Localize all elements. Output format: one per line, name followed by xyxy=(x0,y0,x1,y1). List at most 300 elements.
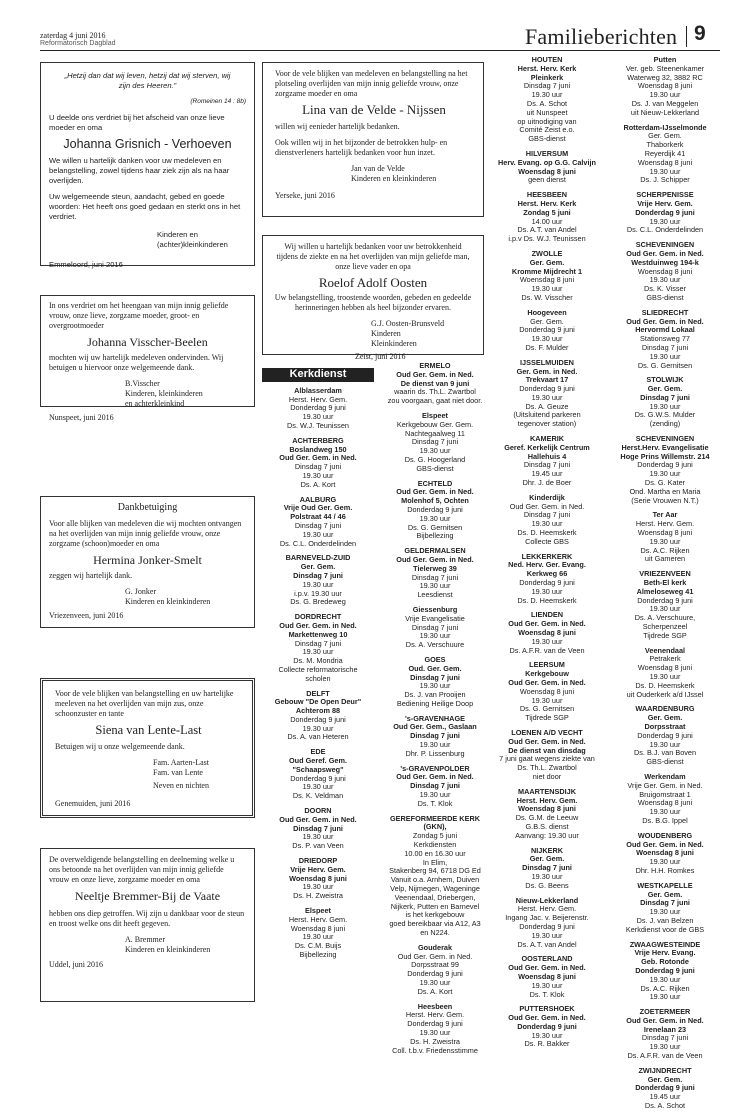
service-detail-line: Vanuit o.a. Arnhem, Duiven xyxy=(390,875,480,885)
service-heading-line: HOUTEN xyxy=(531,55,563,64)
service-heading-line: ACHTERBERG xyxy=(292,435,344,445)
place-date: Yerseke, juni 2016 xyxy=(275,191,335,200)
kerkdienst-column-2 xyxy=(379,362,491,1061)
service-detail-line: Scherpenzeel xyxy=(642,622,688,632)
service-heading-line: 's-GRAVENPOLDER xyxy=(400,763,470,773)
service-detail-line: Donderdag 9 juni xyxy=(519,921,575,931)
service-detail-line: Donderdag 9 juni xyxy=(290,773,346,783)
service-detail-line: 19.30 uur xyxy=(302,723,334,733)
service-detail-line: Petrakerk xyxy=(649,654,681,664)
service-detail-line: 19.30 uur xyxy=(649,857,681,867)
service-heading-line: GELDERMALSEN xyxy=(404,546,466,556)
service-detail-line: 19.30 uur xyxy=(419,790,451,800)
service-heading-line: WAARDENBURG xyxy=(635,704,695,714)
kerkdienst-column-1 xyxy=(262,368,374,966)
section-title: Familieberichten xyxy=(525,24,678,49)
service-detail-line: Reyerdijk 41 xyxy=(644,148,686,158)
signature-line: B.Visscher xyxy=(125,379,160,388)
service-detail-line: Dinsdag 7 juni xyxy=(294,638,342,648)
service-detail-line: Veenendaal, Driebergen, xyxy=(394,892,476,902)
service-detail-line: zou voorgaan, gaat niet door. xyxy=(387,396,483,406)
bible-reference: (Romeinen 14 : 8b) xyxy=(190,98,246,105)
place-date: Emmeloord, juni 2016 xyxy=(49,260,123,269)
service-detail-line: Dinsdag 7 juni xyxy=(523,460,571,470)
service-entry xyxy=(379,765,491,809)
service-entry xyxy=(606,124,724,186)
service-detail-line: 19.30 uur xyxy=(649,536,681,546)
service-detail-line: Donderdag 9 juni xyxy=(407,969,463,979)
service-heading-line: ZWIJNDRECHT xyxy=(638,1065,692,1075)
service-detail-line: Ds. R. Bakker xyxy=(524,1039,570,1049)
service-heading-line: SLIEDRECHT xyxy=(641,307,689,317)
service-detail-line: uit Gameren xyxy=(644,554,686,564)
service-detail-line: Coll. t.b.v. Friedensstimme xyxy=(392,1045,478,1055)
service-detail-line: Kerkdiensten xyxy=(413,840,457,850)
service-detail-line: GBS-dienst xyxy=(646,292,684,302)
service-heading-line: Molenhof 5, Ochten xyxy=(401,496,469,506)
service-detail-line: 19.30 uur xyxy=(649,739,681,749)
service-detail-line: Herst. Herv. Gem. xyxy=(288,394,348,404)
service-heading-line: Oud Geref. Gem. xyxy=(289,756,347,766)
service-heading-line: Oud Ger. Gem. in Ned. xyxy=(508,736,586,746)
place-date: Vriezenveen, juni 2016 xyxy=(49,611,124,620)
service-heading-line: Gouderak xyxy=(417,942,453,952)
service-entry xyxy=(606,705,724,767)
service-heading-line: Herst.Herv. Evangelisatie xyxy=(621,442,709,452)
service-entry xyxy=(606,191,724,235)
announcement-grisnich xyxy=(40,62,255,269)
service-entry xyxy=(262,857,374,901)
deceased-name: Johanna Grisnich - Verhoeven xyxy=(63,137,232,151)
service-entry xyxy=(488,359,606,429)
service-entry xyxy=(606,511,724,564)
service-detail-line: 19.30 uur xyxy=(649,166,681,176)
service-detail-line: Dinsdag 7 juni xyxy=(641,342,689,352)
service-heading-line: Hervormd Lokaal xyxy=(635,325,695,335)
service-heading-line: AALBURG xyxy=(299,494,337,504)
service-entry xyxy=(488,56,606,144)
service-detail-line: Ds. A. Schot xyxy=(526,98,568,108)
service-detail-line: 10.00 en 16.30 uur xyxy=(404,848,466,858)
service-heading-line: Zondag 5 juni xyxy=(523,207,571,217)
service-detail-line: Ds. B.G. Ippel xyxy=(642,815,688,825)
signature-line: G.J. Oosten-Brunsveld xyxy=(371,319,445,328)
service-detail-line: Ds. F. Mulder xyxy=(525,342,569,352)
service-entry xyxy=(379,547,491,600)
service-detail-line: Woensdag 8 juni xyxy=(637,528,693,538)
service-detail-line: Ds. G. Bredeweg xyxy=(290,597,346,607)
service-detail-line: Ger. Gem. xyxy=(530,316,564,326)
service-detail-line: 19.30 uur xyxy=(649,90,681,100)
service-heading-line: SCHEVENINGEN xyxy=(635,434,695,444)
service-detail-line: Woensdag 8 juni xyxy=(637,663,693,673)
service-detail-line: 19.30 uur xyxy=(649,401,681,411)
service-entry xyxy=(606,647,724,700)
service-detail-line: Stationsweg 77 xyxy=(640,334,690,344)
signature-line-2: Fam. van Lente xyxy=(153,768,203,777)
announcement-text: We willen u hartelijk danken voor uw medeleven en belangstelling, zowel tijdens haar ziek zijn als na haar overlijden. xyxy=(49,156,230,185)
service-heading-line: EDE xyxy=(310,747,326,757)
announcement-oosten xyxy=(262,235,484,361)
service-detail-line: Waterweg 32, 3882 RC xyxy=(627,72,703,82)
service-detail-line: GBS-dienst xyxy=(646,757,684,767)
signature-line-2: Kinderen en kleinkinderen xyxy=(351,174,437,183)
service-heading-line: Hallehuis 4 xyxy=(527,451,567,461)
signature-line-2: Kinderen xyxy=(371,329,401,338)
service-heading-line: Elspeet xyxy=(422,410,448,420)
service-heading-line: Werkendam xyxy=(644,771,686,781)
service-entry xyxy=(488,788,606,841)
service-heading-line: Dinsdag 7 juni xyxy=(522,863,572,873)
service-heading-line: Ger. Gem. xyxy=(300,562,336,572)
service-detail-line: 19.30 uur xyxy=(649,216,681,226)
service-entry xyxy=(262,387,374,431)
service-heading-line: Achterom 88 xyxy=(295,706,341,716)
service-entry xyxy=(262,496,374,549)
service-entry xyxy=(488,729,606,782)
service-detail-line: Ds. T. Klok xyxy=(417,798,453,808)
service-entry xyxy=(488,1005,606,1049)
service-detail-line: 19.30 uur xyxy=(419,446,451,456)
service-heading-line: Oud Ger. Gem. in Ned. xyxy=(626,316,704,326)
service-heading-line: "Schaapsweg" xyxy=(292,764,344,774)
service-heading-line: Oud Ger. Gem. in Ned. xyxy=(279,620,357,630)
service-heading-line: Oud Ger. Gem. in Ned. xyxy=(279,814,357,824)
service-entry xyxy=(262,907,374,960)
service-detail-line: 19.30 uur xyxy=(531,695,563,705)
service-detail-line: 19.30 uur xyxy=(419,740,451,750)
service-detail-line: Dinsdag 7 juni xyxy=(294,520,342,530)
service-heading-line: Oud Ger. Gem. in Ned. xyxy=(626,839,704,849)
service-detail-line: Donderdag 9 juni xyxy=(407,1019,463,1029)
service-heading-line: Gebouw "De Open Deur" xyxy=(274,697,362,707)
signature-line-2: Kinderen en kleinkinderen xyxy=(125,597,211,606)
service-entry xyxy=(379,815,491,938)
service-detail-line: Dinsdag 7 juni xyxy=(411,437,459,447)
service-heading-line: WESTKAPELLE xyxy=(637,880,693,890)
service-detail-line: Kerkgebouw Ger. Gem. xyxy=(396,419,474,429)
signature-line: G. Jonker xyxy=(125,587,157,596)
service-detail-line: Kerkdienst voor de GBS xyxy=(625,924,705,934)
service-heading-line: Rotterdam-IJsselmonde xyxy=(623,122,707,132)
service-entry xyxy=(379,606,491,650)
service-heading-line: Almeloseweg 41 xyxy=(636,586,694,596)
service-detail-line: 19.30 uur xyxy=(649,604,681,614)
service-heading-line: ECHTELD xyxy=(417,478,453,488)
service-heading-line: Beth-El kerk xyxy=(643,578,687,588)
service-detail-line: Bijbellezing xyxy=(416,531,454,541)
service-detail-line: Ds. A.F.R. van de Veen xyxy=(627,1051,703,1061)
announcement-jonker xyxy=(40,496,255,628)
service-detail-line: Dhr. J. de Boer xyxy=(522,478,572,488)
service-detail-line: is het kerkgebouw xyxy=(405,910,465,920)
service-entry xyxy=(379,362,491,406)
service-heading-line: Giessenburg xyxy=(412,604,458,614)
bible-quote: „Hetzij dan dat wij leven, hetzij dat wij sterven, wij zijn des Heeren.” xyxy=(64,71,231,90)
service-detail-line: 19.30 uur xyxy=(649,275,681,285)
service-detail-line: uit Nunspeet xyxy=(526,107,568,117)
service-detail-line: 19.30 uur xyxy=(302,882,334,892)
deceased-name: Lina van de Velde - Nijssen xyxy=(302,102,446,117)
announcement-text-2: Ook willen wij in het bijzonder de betrokken hulp- en dienstverleners hartelijk bedanken voor hun inzet. xyxy=(275,138,448,157)
service-heading-line: Polstraat 44 / 46 xyxy=(290,512,346,522)
service-detail-line: Woensdag 8 juni xyxy=(637,81,693,91)
service-detail-line: 19.30 uur xyxy=(649,907,681,917)
service-heading-line: ZOETERMEER xyxy=(639,1007,691,1017)
service-heading-line: Oud Ger. Gem. in Ned. xyxy=(396,554,474,564)
service-heading-line: Alblasserdam xyxy=(294,385,342,395)
service-detail-line: 19.30 uur xyxy=(531,871,563,881)
service-detail-line: Dinsdag 7 juni xyxy=(523,81,571,91)
signature-line: A. Bremmer xyxy=(125,935,165,944)
service-detail-line: goed bereikbaar via A12, A3 xyxy=(389,919,481,929)
service-entry xyxy=(379,656,491,709)
service-detail-line: 19.30 uur xyxy=(531,519,563,529)
service-heading-line: Ned. Herv. Ger. Evang. xyxy=(508,560,586,570)
service-detail-line: Donderdag 9 juni xyxy=(519,325,575,335)
service-detail-line: i.p.v Ds. W.J. Teunissen xyxy=(508,234,586,244)
service-heading-line: Oud Ger. Gem., Gaslaan xyxy=(393,722,477,732)
announcement-intro: Wij willen u hartelijk bedanken voor uw betrokkenheid tijdens de ziekte en na het overlijden van mijn geliefde man, onze lieve vader en opa xyxy=(276,242,470,271)
service-detail-line: Ds. G.M. de Leeuw xyxy=(515,813,579,823)
service-detail-line: Collecte reformatorische xyxy=(278,664,358,674)
service-heading-line: De dienst van 9 juni xyxy=(400,378,470,388)
service-detail-line: uit Ouderkerk a/d IJssel xyxy=(626,689,704,699)
service-detail-line: 19.30 uur xyxy=(531,90,563,100)
announcement-van-lente xyxy=(40,678,255,818)
service-entry xyxy=(606,773,724,826)
service-heading-line: KAMERIK xyxy=(529,434,565,444)
service-detail-line: 19.30 uur xyxy=(649,672,681,681)
service-detail-line: Ds. Th.L. Zwartbol xyxy=(517,763,577,773)
service-heading-line: Vrije Oud Ger. Gem. xyxy=(283,503,353,513)
service-detail-line: G.B.S. dienst xyxy=(525,821,569,831)
service-detail-line: GBS-dienst xyxy=(416,463,454,473)
announcement-title: Dankbetuiging xyxy=(117,502,178,513)
service-heading-line: Ger. Gem. xyxy=(647,384,683,394)
service-detail-line: Collecte GBS xyxy=(525,536,569,546)
service-heading-line: Vrije Herv. Gem. xyxy=(290,864,346,874)
service-detail-line: Zondag 5 juni xyxy=(412,831,458,841)
service-detail-line: 19.30 uur xyxy=(531,586,563,596)
service-detail-line: Woensdag 8 juni xyxy=(519,275,575,285)
service-detail-line: Donderdag 9 juni xyxy=(407,504,463,514)
service-heading-line: Westduinweg 194-k xyxy=(631,257,699,267)
service-detail-line: Oud Ger. Gem. in Ned. xyxy=(509,501,585,511)
service-entry xyxy=(606,241,724,303)
service-heading-line: ZWAAGWESTEINDE xyxy=(629,939,701,949)
service-detail-line: Ds. J. Schipper xyxy=(640,175,690,185)
service-detail-line: uit Nieuw-Lekkerland xyxy=(630,107,700,117)
service-heading-line: Oud Ger. Gem. in Ned. xyxy=(396,772,474,782)
service-entry xyxy=(606,941,724,1003)
service-entry xyxy=(606,570,724,640)
service-detail-line: Tijdrede SGP xyxy=(525,713,569,723)
service-heading-line: Ger. Gem. xyxy=(529,854,565,864)
service-detail-line: Ds. T. Klok xyxy=(529,989,565,999)
place-date: Genemuiden, juni 2016 xyxy=(55,799,131,808)
service-detail-line: 19.30 uur xyxy=(531,392,563,402)
service-detail-line: Ds. H. Zweistra xyxy=(410,1036,460,1046)
service-heading-line: Ger. Gem. xyxy=(647,889,683,899)
service-heading-line: Oud Ger. Gem. in Ned. xyxy=(508,619,586,629)
service-detail-line: Bijbellezing xyxy=(299,950,337,960)
service-detail-line: Ds. W.J. Teunissen xyxy=(287,420,349,430)
signature-line-2: Kinderen en kleinkinderen xyxy=(125,945,211,954)
service-heading-line: WOUDENBERG xyxy=(637,830,693,840)
service-entry xyxy=(379,944,491,997)
announcement-intro: In ons verdriet om het heengaan van mijn innig geliefde vrouw, onze lieve, zorgzame moeder, groot- en overgrootmoeder xyxy=(49,301,229,330)
announcement-text: willen wij eenieder hartelijk bedanken. xyxy=(275,122,400,131)
service-detail-line: Thaborkerk xyxy=(646,140,684,150)
service-detail-line: Ds. A. Geuze xyxy=(525,401,569,411)
service-heading-line: Tielerweg 39 xyxy=(413,563,457,573)
signature-line-2: (achter)kleinkinderen xyxy=(157,240,228,249)
service-heading-line: 's-GRAVENHAGE xyxy=(405,713,465,723)
service-detail-line: Leesdienst xyxy=(417,590,453,600)
place-date: Nunspeet, juni 2016 xyxy=(49,413,114,422)
service-detail-line: 19.30 uur xyxy=(531,930,563,940)
service-heading-line: Ger. Gem. xyxy=(647,713,683,723)
signature-line-2: Kinderen, kleinkinderen xyxy=(125,389,203,398)
service-detail-line: Herst. Herv. Gem. xyxy=(405,1010,465,1020)
service-detail-line: (Serie Vrouwen N.T.) xyxy=(631,495,699,505)
service-detail-line: 19.30 uur xyxy=(531,1030,563,1040)
service-detail-line: 19.30 uur xyxy=(302,470,334,480)
service-detail-line: Ds. G. Gernitsen xyxy=(407,522,463,532)
service-entry xyxy=(606,435,724,505)
service-heading-line: Dinsdag 7 juni xyxy=(293,823,343,833)
service-detail-line: Woensdag 8 juni xyxy=(519,686,575,696)
service-detail-line: Woensdag 8 juni xyxy=(637,798,693,808)
service-detail-line: Velp, Nijmegen, Wageninge xyxy=(390,884,480,894)
service-heading-line: LOENEN A/D VECHT xyxy=(511,727,583,737)
signature-line: Jan van de Velde xyxy=(351,164,405,173)
service-detail-line: Nachtegaalweg 11 xyxy=(405,428,465,438)
service-entry xyxy=(606,376,724,429)
service-entry xyxy=(488,191,606,244)
service-detail-line: Ds. W. Visscher xyxy=(521,292,573,302)
service-detail-line: Ger. Gem. xyxy=(648,131,682,141)
service-detail-line: Ds. A. Kort xyxy=(417,986,453,996)
service-heading-line: Kromme Mijdrecht 1 xyxy=(511,266,583,276)
announcement-intro: U deelde ons verdriet bij het afscheid van onze lieve moeder en oma xyxy=(49,113,225,132)
service-detail-line: Dorpsstraat 99 xyxy=(411,960,459,970)
service-detail-line: Ds. G. Kater xyxy=(644,478,686,488)
service-detail-line: 19.30 uur xyxy=(302,579,334,589)
signature-line: Kinderen en xyxy=(157,230,198,239)
deceased-name: Hermina Jonker-Smelt xyxy=(93,553,202,567)
service-entry xyxy=(262,748,374,801)
deceased-name: Siena van Lente-Last xyxy=(95,723,202,737)
page-number: 9 xyxy=(694,22,706,45)
deceased-name: Roelof Adolf Oosten xyxy=(318,275,428,290)
service-detail-line: 19.45 uur xyxy=(531,469,563,479)
service-entry xyxy=(379,412,491,474)
service-detail-line: Ds. G. Hoogerland xyxy=(404,454,466,464)
service-detail-line: Donderdag 9 juni xyxy=(519,384,575,394)
service-heading-line: Dinsdag 7 juni xyxy=(293,570,343,580)
service-heading-line: Woensdag 8 juni xyxy=(518,166,576,176)
service-detail-line: geen dienst xyxy=(528,175,566,185)
service-entry xyxy=(488,553,606,606)
service-heading-line: Herst. Herv. Kerk xyxy=(517,63,577,73)
service-detail-line: 19.30 uur xyxy=(649,1042,681,1052)
service-heading-line: Dinsdag 7 juni xyxy=(640,392,690,402)
service-entry xyxy=(606,882,724,935)
deceased-name: Johanna Visscher-Beelen xyxy=(87,335,208,349)
service-detail-line: Ds. M. Mondria xyxy=(293,656,343,666)
announcement-text: hebben ons diep getroffen. Wij zijn u dankbaar voor de steun en troost welke ons dit heeft gegeven. xyxy=(49,909,245,928)
service-heading-line: Oud Ger. Gem. in Ned. xyxy=(508,1013,586,1023)
service-detail-line: Ingang Jac. v. Beijerenstr. xyxy=(505,913,589,923)
service-detail-line: (zending) xyxy=(649,419,681,429)
signature-line: Fam. Aarten-Last xyxy=(153,758,209,767)
service-heading-line: Heesbeen xyxy=(417,1001,453,1011)
kerkdienst-column-4 xyxy=(606,56,724,1117)
service-detail-line: Ds. A. Verschuure, xyxy=(634,613,696,623)
service-heading-line: Vrije Herv. Evang. xyxy=(634,948,696,958)
newspaper-name: Reformatorisch Dagblad xyxy=(40,40,116,47)
service-detail-line: 19.30 uur xyxy=(531,980,563,990)
service-detail-line: Ds. A.T. van Andel xyxy=(517,939,577,949)
service-heading-line: Kinderdijk xyxy=(529,492,565,502)
service-heading-line: ZWOLLE xyxy=(531,248,563,258)
service-detail-line: Ds. K. Visser xyxy=(643,284,687,294)
service-heading-line: Oud Ger. Gem. in Ned. xyxy=(508,963,586,973)
service-detail-line: 7 juni gaat wegens ziekte van xyxy=(499,754,595,764)
service-heading-line: SCHEVENINGEN xyxy=(635,240,695,250)
service-heading-line: DELFT xyxy=(306,688,330,698)
service-detail-line: 19.30 uur xyxy=(531,636,563,646)
service-heading-line: ERMELO xyxy=(419,361,451,370)
service-detail-line: Ds. P. van Veen xyxy=(292,841,344,851)
service-detail-line: Stakenberg 94, 6718 DG Ed xyxy=(389,866,481,876)
service-heading-line: PUTTERSHOEK xyxy=(519,1004,575,1014)
service-detail-line: Ds. G. Gernitsen xyxy=(519,704,575,714)
service-heading-line: GOES xyxy=(424,654,446,664)
service-detail-line: 19.30 uur xyxy=(302,412,334,422)
place-date: Zeist, juni 2016 xyxy=(355,352,406,361)
service-detail-line: GBS-dienst xyxy=(528,134,566,144)
service-entry xyxy=(262,613,374,683)
service-heading-line: Markettenweg 10 xyxy=(288,629,348,639)
service-heading-line: Oud Ger. Gem. in Ned. xyxy=(396,369,474,379)
service-entry xyxy=(262,437,374,490)
header-separator xyxy=(686,26,687,47)
service-entry xyxy=(488,250,606,303)
service-detail-line: 19.30 uur xyxy=(419,513,451,523)
service-entry xyxy=(606,56,724,118)
service-entry xyxy=(488,309,606,353)
kerkdienst-column-3 xyxy=(488,56,606,1055)
kerkdienst-heading: Kerkdienst xyxy=(262,368,374,382)
service-detail-line: Ds. J. van Meggelen xyxy=(631,98,699,108)
service-detail-line: Ond. Martha en Maria xyxy=(629,486,701,496)
service-detail-line: Donderdag 9 juni xyxy=(290,403,346,413)
service-heading-line: Donderdag 9 juni xyxy=(635,207,695,217)
service-entry xyxy=(262,807,374,851)
service-detail-line: Ds. A. Schot xyxy=(644,1101,686,1111)
service-detail-line: Bruigomstraat 1 xyxy=(639,789,691,799)
signature-line-3: en achterkleinkind xyxy=(125,399,185,408)
service-heading-line: Woensdag 8 juni xyxy=(636,848,694,858)
service-detail-line: 19.30 uur xyxy=(419,1027,451,1037)
service-entry xyxy=(379,1003,491,1056)
service-detail-line: en N224. xyxy=(420,928,450,938)
service-detail-line: Ds. B.J. van Boven xyxy=(633,748,697,758)
announcement-text: mochten wij uw hartelijk medeleven ondervinden. Wij betuigen u hiervoor onze welgemeende dank. xyxy=(49,353,224,372)
